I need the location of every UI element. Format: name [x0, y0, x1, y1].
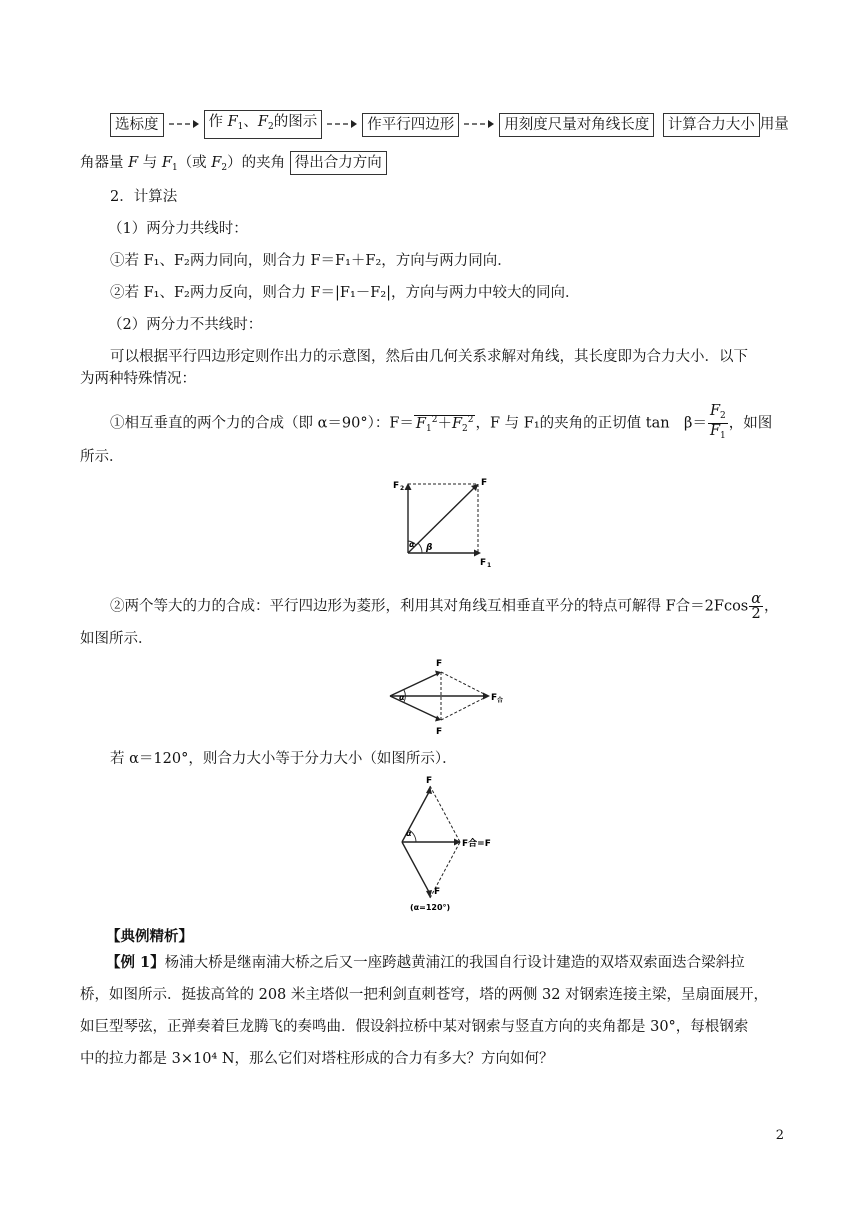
case-perpendicular-tail: 所示．: [80, 449, 124, 465]
flow-step-parallelogram: 作平行四边形: [362, 113, 459, 137]
flow-step-direction: 得出合力方向: [290, 151, 387, 175]
flow-arrow-icon: [327, 114, 357, 136]
example-line-2: 桥，如图所示．挺拔高耸的 208 米主塔似一把利剑直刺苍穹，塔的两侧 32 对钢索连接主梁，呈扇面展开，: [80, 987, 769, 1003]
label-F1: F: [480, 558, 487, 567]
label-F-top: F: [436, 659, 443, 669]
example-heading: 【典例精析】: [106, 928, 193, 945]
item-same-direction: ①若 F₁、F₂两力同向，则合力 F＝F₁＋F₂，方向与两力同向．: [110, 253, 512, 269]
flow-step-scale: 选标度: [110, 113, 164, 137]
label-F-bottom: F: [434, 887, 441, 897]
flow-line-2: 角器量 F 与 $F_1$（或 $F_2$）的夹角 得出合力方向: [80, 151, 387, 179]
figure-120-degrees: [384, 772, 514, 912]
sqrt-expression: $F_1^2+F_2^2$: [415, 414, 474, 434]
case-120-degrees: 若 α＝120°，则合力大小等于分力大小（如图所示）．: [110, 751, 457, 767]
svg-text:2: 2: [400, 485, 405, 492]
figure-caption: (α=120°): [410, 903, 451, 912]
figure-perpendicular-forces: [386, 475, 506, 567]
example-line-4: 中的拉力都是 3×10⁴ N，那么它们对塔柱形成的合力有多大？方向如何？: [80, 1051, 554, 1067]
page-number: 2: [775, 1128, 784, 1143]
half-angle-fraction: $\frac{\alpha}{2}$: [751, 591, 762, 622]
paragraph-line-2: 为两种特殊情况：: [80, 371, 196, 387]
label-F: F: [481, 478, 488, 488]
label-F-sum: F: [491, 693, 498, 703]
svg-text:1: 1: [487, 562, 492, 567]
label-alpha: α: [406, 829, 412, 838]
label-alpha: α: [399, 693, 405, 702]
label-F2: F: [393, 481, 400, 491]
label-F-sum: F合=F: [462, 839, 491, 849]
flow-step-draw-forces: 作 $F_1$、$F_2$的图示: [204, 110, 323, 139]
case-perpendicular: ①相互垂直的两个力的合成（即 α＝90°）：$F= F_1^2+F_2^2$ ，F 与 F₁的夹角的正切值 tan β＝ $\frac{F_2}{F_1}$ ，如图: [110, 403, 773, 441]
figure-rhombus: [384, 656, 514, 736]
case-equal-forces-tail: 如图所示．: [80, 631, 153, 647]
flow-line-1: [110, 110, 789, 139]
flow-arrow-icon: [169, 114, 199, 136]
tan-fraction: $\frac{F_2}{F_1}$: [709, 403, 726, 441]
flow-step-measure-diagonal: 用刻度尺量对角线长度: [499, 113, 654, 137]
item-opposite-direction: ②若 F₁、F₂两力反向，则合力 F＝|F₁－F₂|，方向与两力中较大的同向．: [110, 285, 580, 301]
flow-tail-1: 用量: [759, 116, 789, 133]
example-label: 【例 1】: [106, 954, 165, 971]
flow-step-compute-magnitude: 计算合力大小: [663, 113, 760, 137]
case-equal-forces: ②两个等大的力的合成：平行四边形为菱形，利用其对角线互相垂直平分的特点可解得 F合＝2Fcos $\frac{\alpha}{2}$ ，: [110, 591, 779, 622]
subsection-noncollinear: （2）两分力不共线时：: [108, 317, 263, 333]
paragraph-line-1: 可以根据平行四边形定则作出力的示意图，然后由几何关系求解对角线，其长度即为合力大小．以下: [110, 349, 748, 365]
label-beta: β: [426, 543, 433, 553]
label-F-bottom: F: [436, 727, 443, 736]
subsection-collinear: （1）两分力共线时：: [108, 221, 248, 237]
example-line-3: 如巨型琴弦，正弹奏着巨龙腾飞的奏鸣曲．假设斜拉桥中某对钢索与竖直方向的夹角都是 30°，每根钢索: [80, 1019, 749, 1035]
svg-text:合: 合: [497, 697, 504, 704]
example-line-1: 【例 1】杨浦大桥是继南浦大桥之后又一座跨越黄浦江的我国自行设计建造的双塔双索面迭合梁斜拉: [106, 954, 745, 971]
label-alpha: α: [409, 540, 415, 549]
flow-arrow-icon: [464, 114, 494, 136]
label-F-top: F: [426, 776, 433, 786]
section-title-calc: 2．计算法: [110, 189, 178, 205]
